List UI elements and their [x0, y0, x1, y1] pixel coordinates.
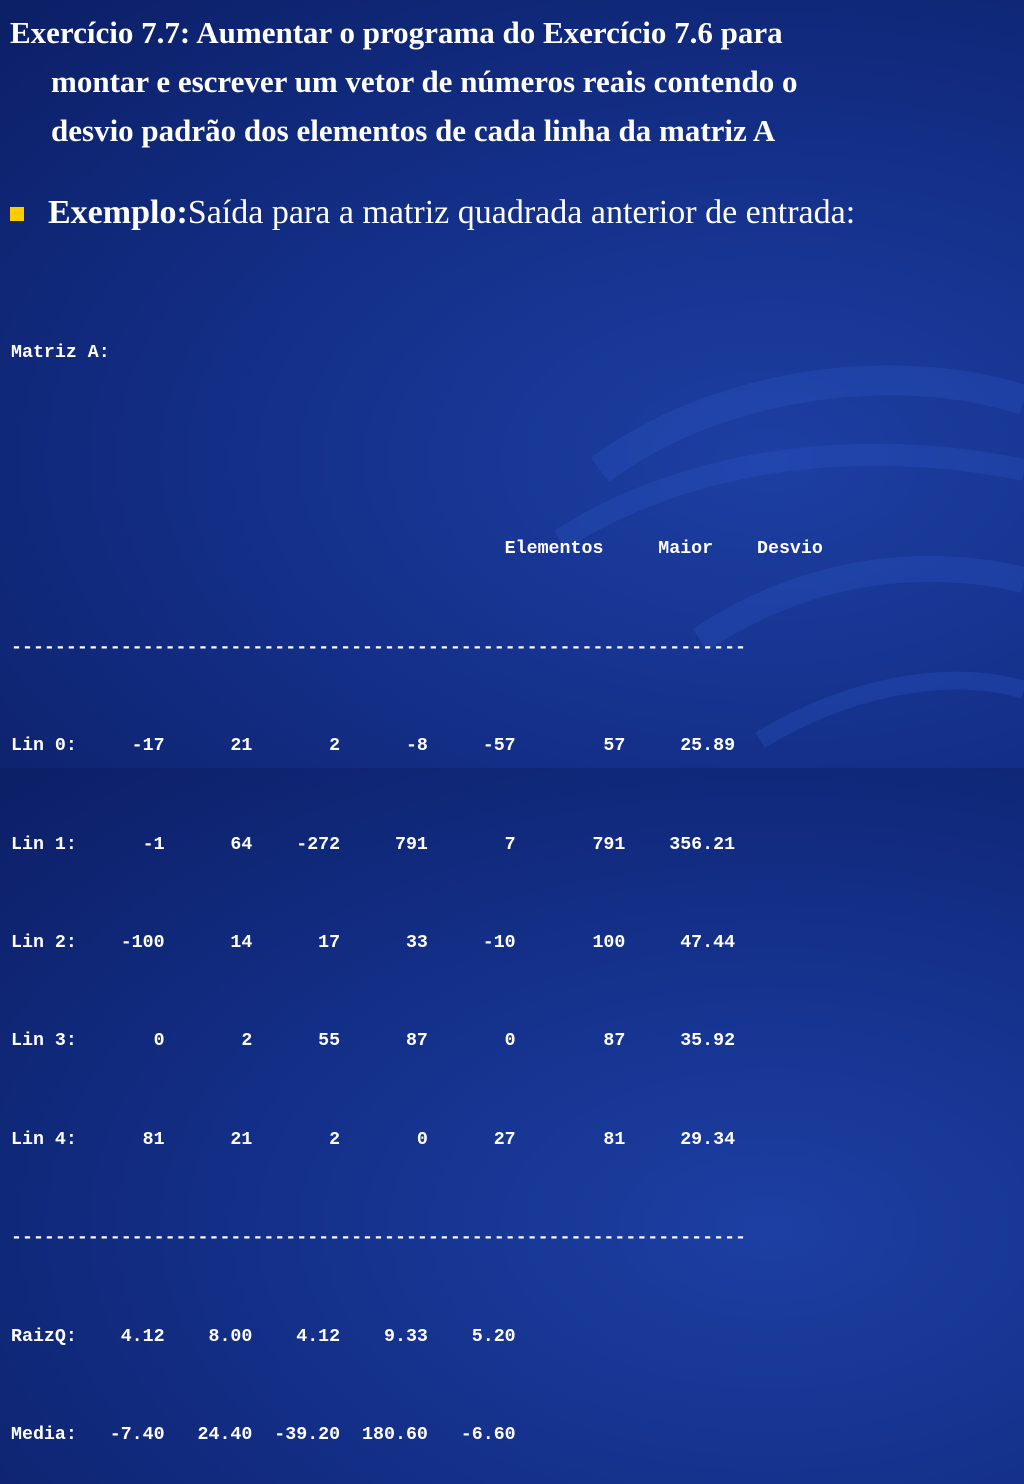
title-line-1: Exercício 7.7: Aumentar o programa do Exercício 7.6 para: [10, 15, 783, 50]
example-text: Saída para a matriz quadrada anterior de entrada:: [187, 194, 856, 231]
square-bullet-icon: [10, 207, 24, 221]
matrix-label: Matriz A:: [11, 342, 110, 363]
matrix-row: Lin 1: -1 64 -272 791 7 791 356.21: [11, 834, 736, 855]
program-output: [11, 271, 823, 1484]
slide-title: [10, 8, 1015, 155]
divider-line: -------------------------------------------------------------------: [11, 637, 747, 658]
divider-line: -------------------------------------------------------------------: [11, 1228, 747, 1249]
blank-line: [11, 435, 823, 468]
example-label: Exemplo:: [48, 194, 188, 231]
output-header: Elementos Maior Desvio: [11, 539, 823, 560]
matrix-row: Lin 0: -17 21 2 -8 -57 57 25.89: [11, 736, 736, 757]
title-line-2: montar e escrever um vetor de números reais contendo o: [51, 64, 798, 99]
media-row: Media: -7.40 24.40 -39.20 180.60 -6.60: [11, 1424, 516, 1445]
raizq-row: RaizQ: 4.12 8.00 4.12 9.33 5.20: [11, 1326, 516, 1347]
matrix-row: Lin 3: 0 2 55 87 0 87 35.92: [11, 1031, 736, 1052]
matrix-row: Lin 4: 81 21 2 0 27 81 29.34: [11, 1129, 736, 1150]
example-bullet: [10, 188, 855, 238]
title-line-3: desvio padrão dos elementos de cada linha da matriz A: [51, 113, 776, 148]
matrix-row: Lin 2: -100 14 17 33 -10 100 47.44: [11, 932, 736, 953]
